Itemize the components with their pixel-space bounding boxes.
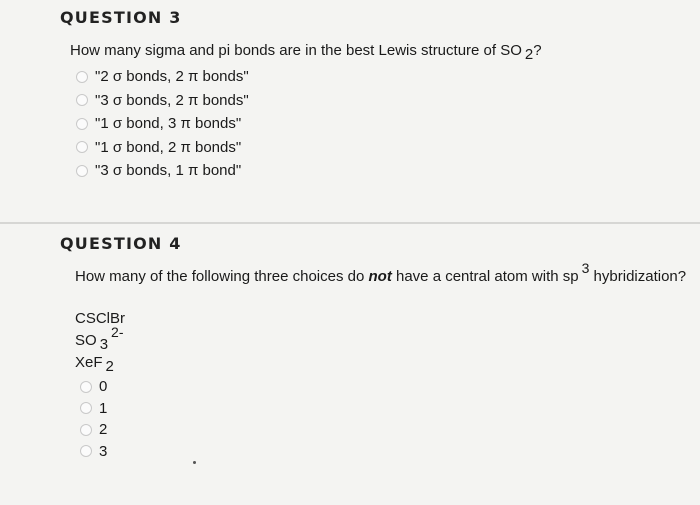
question-3-prompt-subscript: 2 [524, 46, 534, 63]
answer-option[interactable] [80, 376, 107, 398]
question-3-prompt-text: How many sigma and pi bonds are in the best Lewis structure of SO [70, 42, 522, 59]
answer-option-label: "2 σ bonds, 2 π bonds" [95, 68, 249, 86]
radio-button[interactable] [76, 141, 88, 153]
radio-button[interactable] [76, 118, 88, 130]
choice-subscript: 2 [105, 358, 114, 375]
question-4-prompt-start: How many of the following three choices do [75, 268, 369, 285]
answer-option[interactable] [80, 419, 107, 441]
question-3 [0, 0, 700, 222]
answer-option-label: "3 σ bonds, 2 π bonds" [95, 91, 249, 109]
choice-xef2 [75, 352, 125, 374]
question-4-prompt-end: hybridization? [589, 268, 687, 285]
answer-option-label: 2 [99, 421, 108, 439]
answer-option[interactable] [76, 89, 249, 113]
answer-option[interactable] [76, 159, 249, 183]
question-4 [0, 224, 700, 505]
radio-button[interactable] [76, 94, 88, 106]
emphasis-not: not [368, 268, 392, 285]
radio-button[interactable] [80, 424, 92, 436]
answer-option[interactable] [76, 65, 249, 89]
answer-option-label: "1 σ bond, 3 π bonds" [95, 115, 242, 133]
question-4-choices [75, 308, 125, 374]
radio-button[interactable] [80, 402, 92, 414]
choice-charge: 2- [111, 324, 124, 340]
answer-option-label: "1 σ bond, 2 π bonds" [95, 138, 242, 156]
radio-button[interactable] [80, 381, 92, 393]
radio-button[interactable] [80, 445, 92, 457]
answer-option-label: 0 [99, 378, 108, 396]
choice-text: XeF [75, 354, 103, 371]
question-3-prompt [70, 42, 542, 63]
choice-sulfite [75, 324, 125, 353]
question-4-prompt [75, 260, 687, 285]
answer-option-label: "3 σ bonds, 1 π bond" [95, 162, 242, 180]
question-4-prompt-mid: have a central atom with sp [391, 268, 579, 285]
answer-option-label: 1 [99, 399, 108, 417]
question-4-options [80, 376, 107, 462]
answer-option[interactable] [80, 398, 107, 420]
question-4-prompt-superscript: 3 [581, 260, 590, 276]
answer-option[interactable] [80, 441, 107, 463]
question-4-title: QUESTION 4 [60, 234, 182, 253]
radio-button[interactable] [76, 71, 88, 83]
stray-dot [193, 461, 196, 464]
question-3-title: QUESTION 3 [60, 8, 182, 27]
choice-subscript: 3 [99, 336, 109, 353]
answer-option[interactable] [76, 112, 249, 136]
choice-text: SO [75, 332, 97, 349]
answer-option-label: 3 [99, 442, 108, 460]
radio-button[interactable] [76, 165, 88, 177]
question-3-prompt-end: ? [533, 42, 542, 59]
answer-option[interactable] [76, 136, 249, 160]
question-3-options [76, 65, 249, 183]
choice-text: CSClBr [75, 310, 126, 327]
